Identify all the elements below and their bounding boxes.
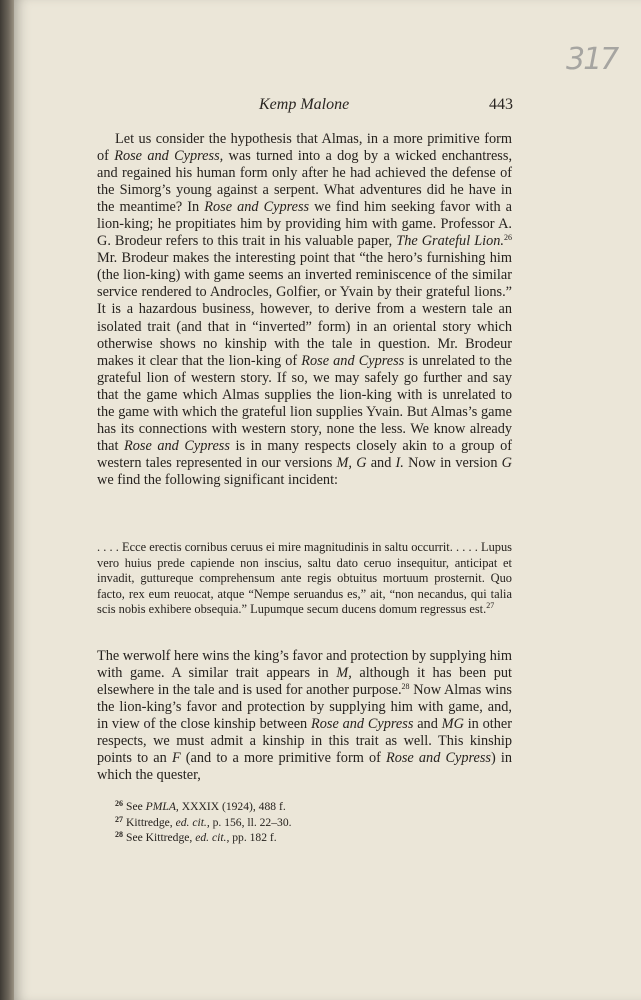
footnote-27: $^{27}$ Kittredge, ed. cit., p. 156, ll. 22–30. [115,814,292,829]
block-quote-latin [97,540,512,618]
footnote-26: $^{26}$ See PMLA, XXXIX (1924), 488 f. [115,799,286,813]
page-number: 443 [489,96,513,113]
pencil-page-annotation: 317 [566,42,618,77]
main-text-top [97,131,512,489]
main-text-bottom [97,648,512,784]
paragraph-2: The werwolf here wins the king’s favor and protection by supplying him with game. A similar trait appears in M, although it has been put elsewhere in the tale and is used for another purpose.$^{28}$ Now Almas wins the lion-king’s favor and protection by supplying him with game, and, in view of the close kinship between Rose and Cypress and MG in other respects, we must admit a kinship in this trait as well. This kinship points to an F (and to a more primitive form of Rose and Cypress) in which the quester, [97,648,513,784]
quote-text: . . . . Ecce erectis cornibus ceruus ei mire magnitudinis in saltu occurrit. . . . . Lupus vero huius prede capiende non inscius, saltu dato ceruo insequitur, anticipat et invadit, guttureque comprehensum ante regis obtuitus mortuum prosternit. Quo facto, rex eum reuocat, atque “Nempe seruandus es,” ait, “non necandus, qui talia scis nobis exhibere obsequia.” Lupumque secum ducens domum regressus est.$^{27}$ [97,540,512,617]
footnotes [115,799,495,846]
footnote-28: $^{28}$ See Kittredge, ed. cit., pp. 182 f. [115,830,277,844]
running-head: Kemp Malone [259,96,350,113]
page-header [0,96,641,120]
footnote-ref-28: 28 [401,682,410,692]
footnote-ref-26: 26 [504,233,512,243]
paragraph-1: Let us consider the hypothesis that Almas, in a more primitive form of Rose and Cypress, was turned into a dog by a wicked enchantress, and regained his human form only after he had achieved the defense of the Simorg’s young against a serpent. What adventures did he have in the meantime? In Rose and Cypress we find him seeking favor with a lion-king; he propitiates him by providing him with game. Professor A. G. Brodeur refers to this trait in his valuable paper, The Grateful Lion.$^{26}$ Mr. Brodeur makes the interesting point that “the hero’s furnishing him (the lion-king) with game seems an inverted reminiscence of the similar service rendered to Androcles, Golfier, or Yvain by their grateful lions.” It is a hazardous business, however, to derive from a western tale an isolated trait (and that in “inverted” form) in an oriental story which otherwise shows no kinship with the tale in question. Mr. Brodeur makes it clear that the lion-king of Rose and Cypress is unrelated to the grateful lion of western story. If so, we may safely go further and say that the game which Almas supplies the lion-king with is unrelated to the game with which the grateful lion supplies Yvain. But Almas’s game has its connections with western story, none the less. We know already that Rose and Cypress is in many respects closely akin to a group of western tales represented in our versions M, G and I. Now in version G we find the following significant incident: [97,131,513,488]
footnote-ref-27: 27 [486,601,495,611]
book-gutter-edge [0,0,14,1000]
